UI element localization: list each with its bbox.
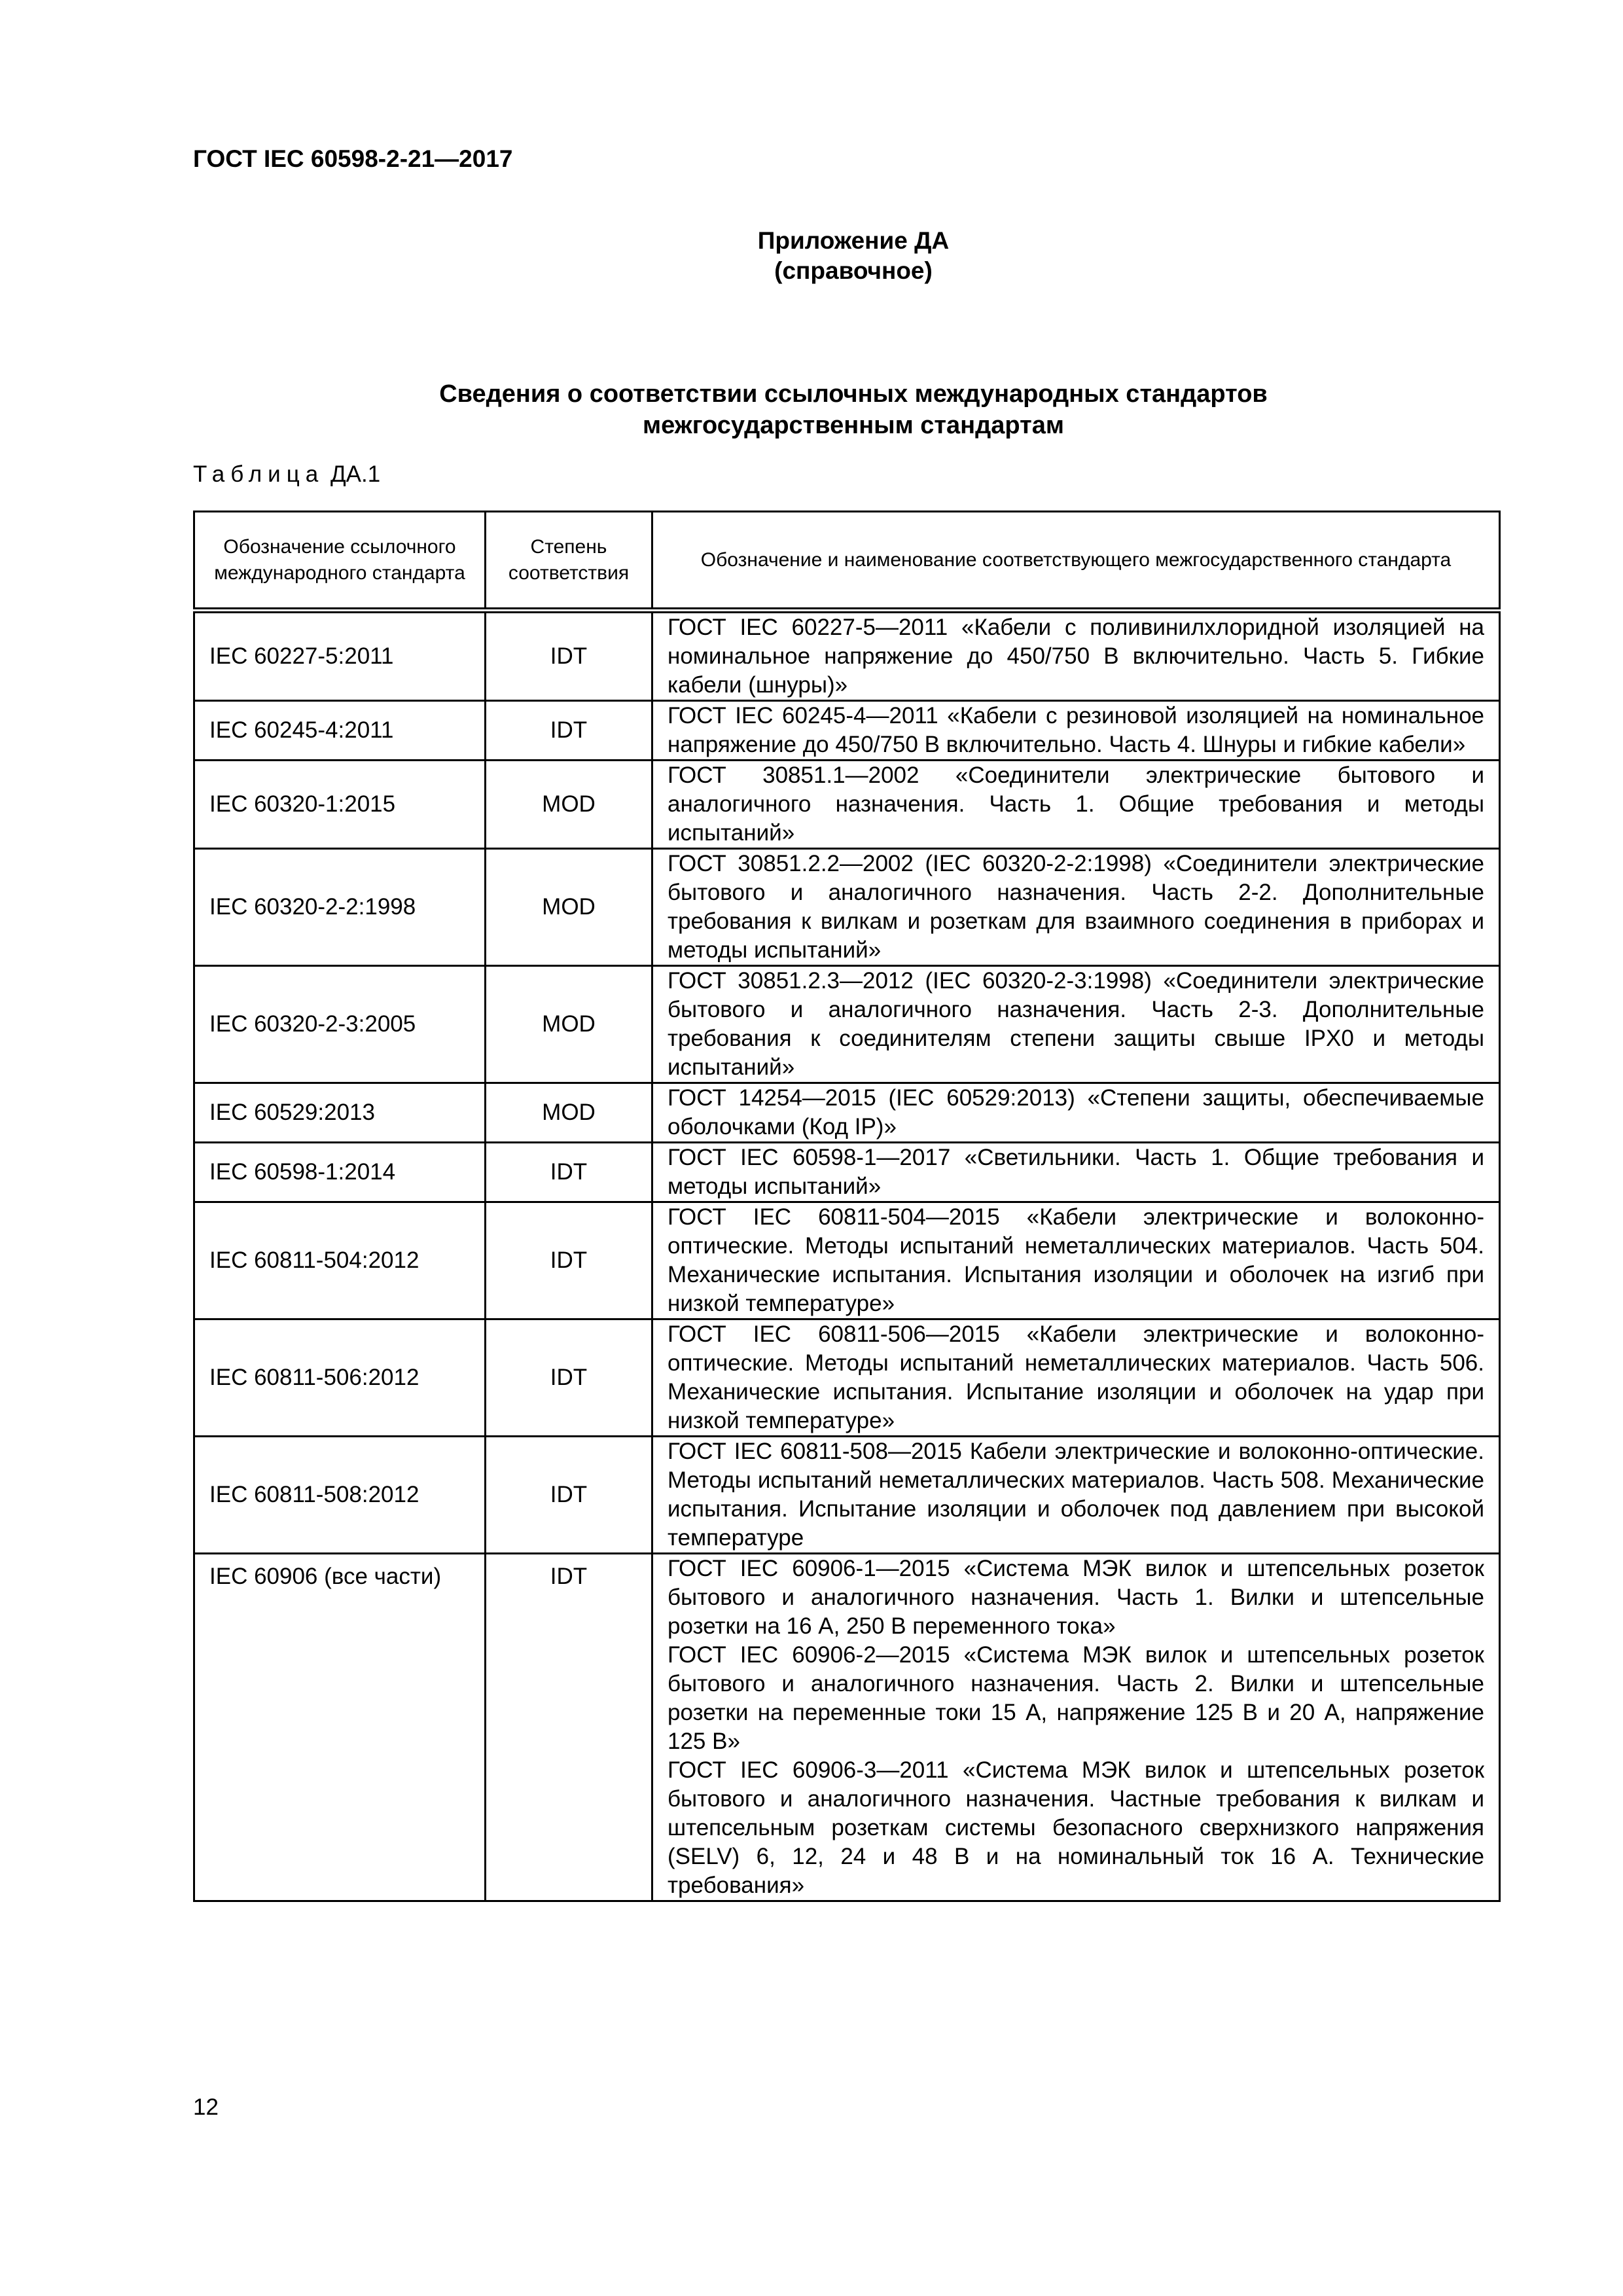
cell-degree: MOD bbox=[486, 966, 652, 1083]
cell-interstate-standard bbox=[652, 1202, 1500, 1319]
cell-degree: MOD bbox=[486, 849, 652, 966]
cell-interstate-standard bbox=[652, 966, 1500, 1083]
table-row bbox=[194, 1202, 1500, 1319]
appendix-heading bbox=[0, 226, 1623, 286]
cell-degree: MOD bbox=[486, 761, 652, 849]
table-row bbox=[194, 1319, 1500, 1437]
table-row bbox=[194, 1143, 1500, 1202]
table-row bbox=[194, 849, 1500, 966]
table-row bbox=[194, 966, 1500, 1083]
standard-description: ГОСТ 30851.1—2002 «Соединители электрические бытового и аналогичного назначения. Часть 1. Общие требования и методы испытаний» bbox=[668, 762, 1484, 846]
table-body bbox=[194, 611, 1500, 1901]
cell-international-standard: IEC 60227-5:2011 bbox=[194, 611, 486, 701]
standard-description: ГОСТ 30851.2.3—2012 (IEC 60320-2-3:1998) «Соединители электрические бытового и аналогичного назначения. Часть 2-3. Дополнительные требования к соединителям степени защиты свыше IPX0 и методы испытаний» bbox=[668, 968, 1484, 1080]
cell-interstate-standard bbox=[652, 1143, 1500, 1202]
cell-degree: IDT bbox=[486, 1202, 652, 1319]
standard-description: ГОСТ IEC 60811-508—2015 Кабели электрические и волоконно-оптические. Методы испытаний неметаллических материалов. Часть 508. Механические испытания. Испытание изоляции и оболочек под давлением при высокой температуре bbox=[668, 1439, 1484, 1551]
standard-description: ГОСТ IEC 60811-504—2015 «Кабели электрические и волоконно-оптические. Методы испытаний неметаллических материалов. Часть 504. Механические испытания. Испытания изоляции и оболочек на изгиб при низкой температуре» bbox=[668, 1204, 1484, 1316]
standard-description: ГОСТ IEC 60227-5—2011 «Кабели с поливинилхлоридной изоляцией на номинальное напряжение до 450/750 В включительно. Часть 5. Гибкие кабели (шнуры)» bbox=[668, 615, 1484, 698]
cell-interstate-standard bbox=[652, 611, 1500, 701]
table-row bbox=[194, 611, 1500, 701]
cell-international-standard: IEC 60320-2-2:1998 bbox=[194, 849, 486, 966]
standard-description: ГОСТ 30851.2.2—2002 (IEC 60320-2-2:1998) «Соединители электрические бытового и аналогичного назначения. Часть 2-2. Дополнительные требования к вилкам и розеткам для взаимного соединения в приборах и методы испытаний» bbox=[668, 851, 1484, 963]
header-degree-of-correspondence: Степень соответствия bbox=[486, 512, 652, 611]
cell-interstate-standard bbox=[652, 1083, 1500, 1143]
cell-international-standard: IEC 60811-504:2012 bbox=[194, 1202, 486, 1319]
section-title-line-1: Сведения о соответствии ссылочных международных стандартов bbox=[439, 380, 1268, 408]
cell-degree: IDT bbox=[486, 1319, 652, 1437]
header-interstate-standard: Обозначение и наименование соответствующего межгосударственного стандарта bbox=[652, 512, 1500, 611]
section-title bbox=[0, 378, 1623, 441]
cell-international-standard: IEC 60245-4:2011 bbox=[194, 701, 486, 761]
cell-international-standard: IEC 60320-1:2015 bbox=[194, 761, 486, 849]
standard-description: ГОСТ IEC 60811-506—2015 «Кабели электрические и волоконно-оптические. Методы испытаний неметаллических материалов. Часть 506. Механические испытания. Испытание изоляции и оболочек на удар при низкой температуре» bbox=[668, 1321, 1484, 1433]
cell-degree: IDT bbox=[486, 1143, 652, 1202]
table-row bbox=[194, 1437, 1500, 1554]
standard-description: ГОСТ IEC 60906-2—2015 «Система МЭК вилок и штепсельных розеток бытового и аналогичного назначения. Часть 2. Вилки и штепсельные розетки на переменные токи 15 А, напряжение 125 В и 20 А, напряжение 125 В» bbox=[668, 1642, 1484, 1754]
table-row bbox=[194, 761, 1500, 849]
standards-correspondence-table bbox=[193, 511, 1501, 1902]
header-international-standard: Обозначение ссылочного международного стандарта bbox=[194, 512, 486, 611]
table-label bbox=[193, 461, 380, 488]
cell-degree: IDT bbox=[486, 1554, 652, 1901]
cell-degree: IDT bbox=[486, 701, 652, 761]
cell-interstate-standard bbox=[652, 849, 1500, 966]
table-label-number: ДА.1 bbox=[330, 461, 381, 487]
cell-interstate-standard bbox=[652, 761, 1500, 849]
standard-description: ГОСТ 14254—2015 (IEC 60529:2013) «Степени защиты, обеспечиваемые оболочками (Код IP)» bbox=[668, 1085, 1484, 1139]
section-title-line-2: межгосударственным стандартам bbox=[643, 412, 1064, 439]
document-header: ГОСТ IEC 60598-2-21—2017 bbox=[193, 145, 513, 172]
standard-description: ГОСТ IEC 60598-1—2017 «Светильники. Часть 1. Общие требования и методы испытаний» bbox=[668, 1145, 1484, 1199]
cell-international-standard: IEC 60811-506:2012 bbox=[194, 1319, 486, 1437]
page-number: 12 bbox=[193, 2094, 219, 2120]
table-header-row bbox=[194, 512, 1500, 611]
cell-interstate-standard bbox=[652, 1554, 1500, 1901]
standard-description: ГОСТ IEC 60906-3—2011 «Система МЭК вилок и штепсельных розеток бытового и аналогичного назначения. Частные требования к вилкам и штепсельным розеткам системы безопасного сверхнизкого напряжения (SELV) 6, 12, 24 и 48 В и на номинальный ток 16 А. Технические требования» bbox=[668, 1757, 1484, 1898]
cell-degree: IDT bbox=[486, 1437, 652, 1554]
cell-international-standard: IEC 60811-508:2012 bbox=[194, 1437, 486, 1554]
cell-international-standard: IEC 60529:2013 bbox=[194, 1083, 486, 1143]
cell-degree: MOD bbox=[486, 1083, 652, 1143]
table-label-word: Таблица bbox=[193, 461, 325, 487]
table-row bbox=[194, 1083, 1500, 1143]
table-row bbox=[194, 1554, 1500, 1901]
cell-international-standard: IEC 60320-2-3:2005 bbox=[194, 966, 486, 1083]
cell-interstate-standard bbox=[652, 701, 1500, 761]
appendix-title: Приложение ДА bbox=[757, 227, 950, 254]
standard-description: ГОСТ IEC 60245-4—2011 «Кабели с резиновой изоляцией на номинальное напряжение до 450/750 В включительно. Часть 4. Шнуры и гибкие кабели» bbox=[668, 703, 1484, 757]
cell-degree: IDT bbox=[486, 611, 652, 701]
standard-description: ГОСТ IEC 60906-1—2015 «Система МЭК вилок и штепсельных розеток бытового и аналогичного назначения. Часть 1. Вилки и штепсельные розетки на 16 А, 250 В переменного тока» bbox=[668, 1556, 1484, 1639]
appendix-subtitle: (справочное) bbox=[774, 257, 933, 284]
cell-interstate-standard bbox=[652, 1319, 1500, 1437]
table-row bbox=[194, 701, 1500, 761]
cell-interstate-standard bbox=[652, 1437, 1500, 1554]
cell-international-standard: IEC 60906 (все части) bbox=[194, 1554, 486, 1901]
cell-international-standard: IEC 60598-1:2014 bbox=[194, 1143, 486, 1202]
